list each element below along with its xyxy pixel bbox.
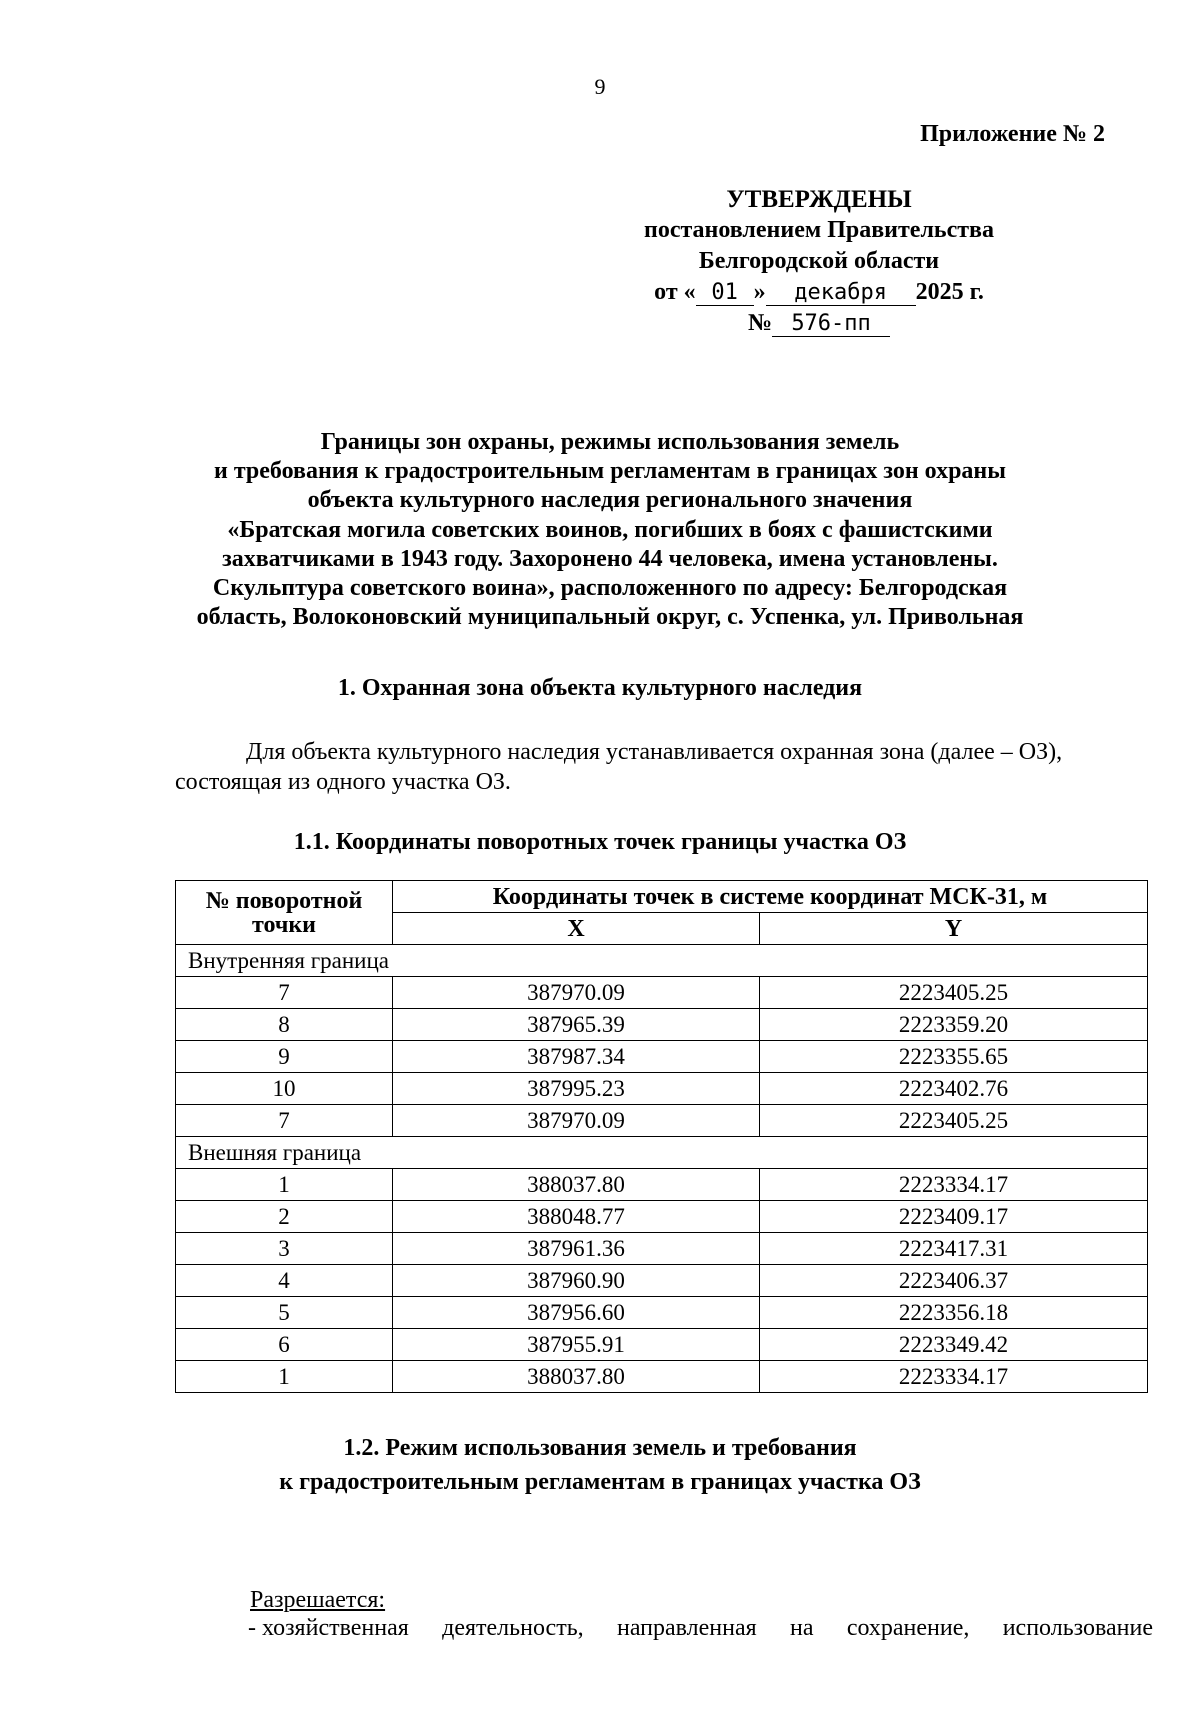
- bullet-word: на: [790, 1615, 814, 1641]
- x-cell: 387955.91: [393, 1329, 760, 1361]
- x-cell: 387956.60: [393, 1297, 760, 1329]
- bullet-word: использование: [1002, 1615, 1153, 1641]
- title-line: Границы зон охраны, режимы использования земель: [320, 429, 900, 455]
- point-cell: 7: [176, 1105, 393, 1137]
- date-year: 2025 г.: [915, 279, 984, 305]
- table-body: [176, 945, 1148, 1393]
- x-cell: 387965.39: [393, 1009, 760, 1041]
- bullet-word: деятельность,: [442, 1615, 584, 1641]
- point-cell: 9: [176, 1041, 393, 1073]
- table-row: [176, 1201, 1148, 1233]
- table-row: [176, 1073, 1148, 1105]
- approval-date-line: [609, 277, 1029, 308]
- y-cell: 2223349.42: [760, 1329, 1148, 1361]
- point-cell: 4: [176, 1265, 393, 1297]
- approved-block: [609, 184, 1029, 339]
- title-line: и требования к градостроительным регламентам в границах зон охраны: [214, 458, 1006, 485]
- y-cell: 2223359.20: [760, 1009, 1148, 1041]
- y-cell: 2223409.17: [760, 1201, 1148, 1233]
- y-cell: 2223334.17: [760, 1361, 1148, 1393]
- point-cell: 1: [176, 1361, 393, 1393]
- approved-by-line: постановлением Правительства: [643, 217, 994, 243]
- section-1-paragraph: [175, 737, 1160, 797]
- coords-system-header: Координаты точек в системе координат МСК-31, м: [393, 881, 1148, 913]
- point-cell: 1: [176, 1169, 393, 1201]
- point-cell: 2: [176, 1201, 393, 1233]
- y-cell: 2223355.65: [760, 1041, 1148, 1073]
- point-cell: 6: [176, 1329, 393, 1361]
- date-prefix: от «: [654, 279, 696, 305]
- y-cell: 2223402.76: [760, 1073, 1148, 1105]
- y-cell: 2223417.31: [760, 1233, 1148, 1265]
- y-cell: 2223405.25: [760, 1105, 1148, 1137]
- date-mid: »: [753, 279, 766, 305]
- y-cell: 2223356.18: [760, 1297, 1148, 1329]
- table-row: [176, 1169, 1148, 1201]
- document-title: [150, 428, 1070, 632]
- title-line: захватчиками в 1943 году. Захоронено 44 человека, имена установлены.: [222, 545, 998, 572]
- point-cell: 8: [176, 1009, 393, 1041]
- x-cell: 388037.80: [393, 1361, 760, 1393]
- allowed-item-line: [248, 1615, 1153, 1642]
- x-cell: 388048.77: [393, 1201, 760, 1233]
- point-number-header: № поворотной точки: [176, 881, 393, 945]
- paragraph-line: состоящая из одного участка ОЗ.: [175, 769, 511, 795]
- table-row: [176, 1265, 1148, 1297]
- point-cell: 5: [176, 1297, 393, 1329]
- y-header: Y: [760, 913, 1148, 945]
- table-row: [176, 1329, 1148, 1361]
- table-row: [176, 1233, 1148, 1265]
- paragraph-line: Для объекта культурного наследия устанавливается охранная зона (далее – ОЗ),: [246, 739, 1063, 765]
- bullet-word: сохранение,: [846, 1615, 970, 1641]
- y-cell: 2223406.37: [760, 1265, 1148, 1297]
- x-cell: 387995.23: [393, 1073, 760, 1105]
- x-header: X: [393, 913, 760, 945]
- title-line: область, Волоконовский муниципальный округ, с. Успенка, ул. Привольная: [196, 604, 1024, 631]
- approved-region-line: Белгородской области: [698, 248, 940, 274]
- date-day-field: 01: [696, 281, 754, 306]
- title-line: объекта культурного наследия регионального значения: [307, 487, 913, 514]
- point-cell: 7: [176, 977, 393, 1009]
- section-1-heading: 1. Охранная зона объекта культурного наследия: [337, 675, 863, 701]
- table-row: [176, 1041, 1148, 1073]
- x-cell: 387960.90: [393, 1265, 760, 1297]
- bullet-word: направленная: [616, 1615, 757, 1641]
- subsection-1-2-heading: [0, 1431, 1200, 1499]
- x-cell: 387987.34: [393, 1041, 760, 1073]
- date-month-field: декабря: [766, 281, 916, 306]
- coordinates-table: [175, 880, 1148, 1393]
- appendix-label: Приложение № 2: [920, 121, 1105, 147]
- y-cell: 2223334.17: [760, 1169, 1148, 1201]
- subsection-1-2-line: 1.2. Режим использования земель и требования: [343, 1435, 857, 1461]
- number-prefix: №: [747, 310, 773, 336]
- x-cell: 387970.09: [393, 1105, 760, 1137]
- point-cell: 10: [176, 1073, 393, 1105]
- group-label-outer: Внешняя граница: [176, 1137, 1148, 1169]
- group-label-inner: Внутренняя граница: [176, 945, 1148, 977]
- title-line: Скульптура советского воина», расположенного по адресу: Белгородская: [212, 575, 1008, 602]
- page-number: 9: [594, 74, 606, 99]
- subsection-1-2-line: к градостроительным регламентам в границах участка ОЗ: [279, 1469, 921, 1495]
- table-row: [176, 1361, 1148, 1393]
- table-row: [176, 1009, 1148, 1041]
- approval-number-line: [609, 308, 1029, 339]
- x-cell: 388037.80: [393, 1169, 760, 1201]
- bullet-word: - хозяйственная: [248, 1615, 409, 1641]
- allowed-label: Разрешается:: [250, 1587, 386, 1613]
- x-cell: 387961.36: [393, 1233, 760, 1265]
- subsection-1-1-heading: 1.1. Координаты поворотных точек границы участка ОЗ: [293, 829, 907, 855]
- x-cell: 387970.09: [393, 977, 760, 1009]
- point-cell: 3: [176, 1233, 393, 1265]
- number-field: 576-пп: [772, 312, 890, 337]
- table-row: [176, 1297, 1148, 1329]
- y-cell: 2223405.25: [760, 977, 1148, 1009]
- title-line: «Братская могила советских воинов, погибших в боях с фашистскими: [227, 516, 993, 543]
- table-row: [176, 977, 1148, 1009]
- approved-title: УТВЕРЖДЕНЫ: [726, 186, 912, 213]
- table-row: [176, 1105, 1148, 1137]
